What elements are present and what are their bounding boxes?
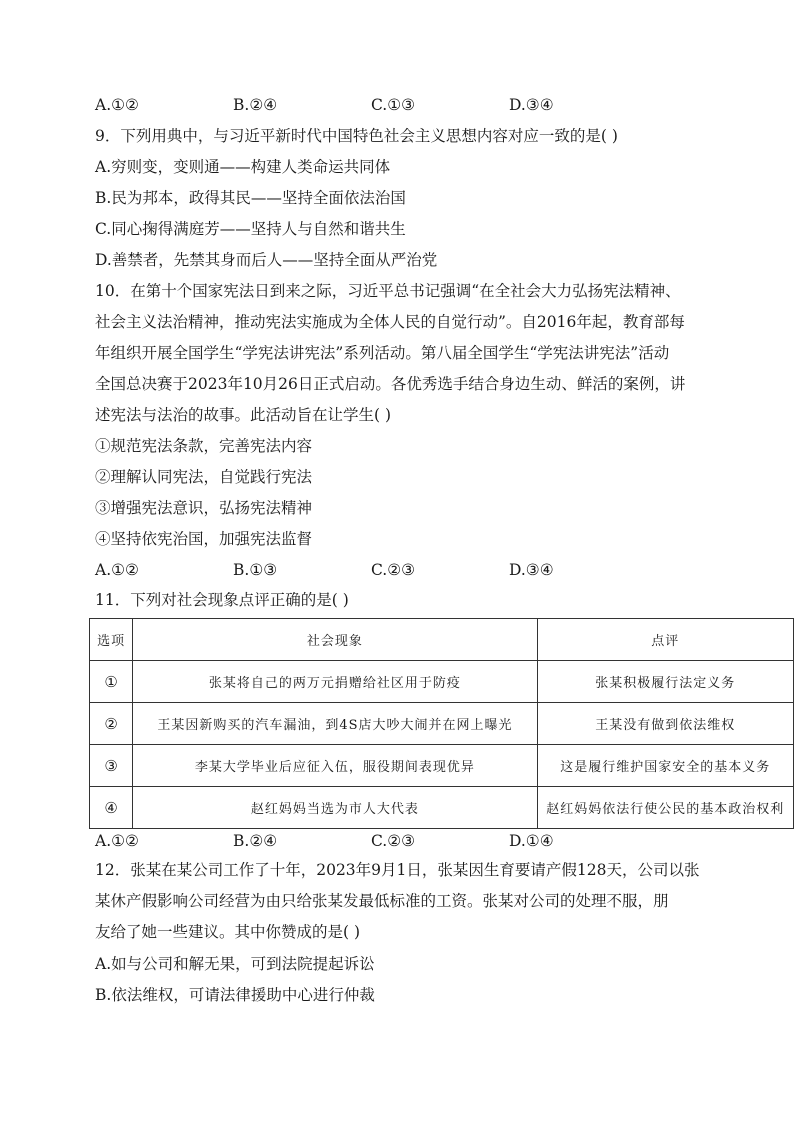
row-number: ①: [90, 661, 133, 703]
header-comment: 点评: [537, 619, 793, 661]
row-phenomenon: 李某大学毕业后应征入伍，服役期间表现优异: [133, 745, 537, 787]
q8-option-c[interactable]: C.①③: [371, 96, 416, 114]
q9-option-b[interactable]: B.民为邦本，政得其民——坚持全面依法治国: [95, 189, 406, 207]
row-comment: 王某没有做到依法维权: [537, 703, 793, 745]
q12-stem-line: 某休产假影响公司经营为由只给张某发最低标准的工资。张某对公司的处理不服，朋: [95, 892, 669, 910]
header-option: 选项: [90, 619, 133, 661]
q10-item-3: ③增强宪法意识，弘扬宪法精神: [95, 499, 313, 517]
table-row: [90, 787, 794, 829]
q10-option-a[interactable]: A.①②: [95, 561, 139, 579]
q11-option-d[interactable]: D.①④: [509, 832, 554, 850]
row-comment: 赵红妈妈依法行使公民的基本政治权利: [537, 787, 793, 829]
row-comment: 张某积极履行法定义务: [537, 661, 793, 703]
q10-stem-line: 社会主义法治精神，推动宪法实施成为全体人民的自觉行动”。自2016年起，教育部每: [95, 313, 685, 331]
q12-stem-line: 友给了她一些建议。其中你赞成的是( ): [95, 923, 361, 941]
q11-option-c[interactable]: C.②③: [371, 832, 416, 850]
row-comment: 这是履行维护国家安全的基本义务: [537, 745, 793, 787]
q10-stem-line: 年组织开展全国学生“学宪法讲宪法”系列活动。第八届全国学生“学宪法讲宪法”活动: [95, 344, 670, 362]
row-number: ②: [90, 703, 133, 745]
table-row: [90, 661, 794, 703]
q12-option-b[interactable]: B.依法维权，可请法律援助中心进行仲裁: [95, 986, 375, 1004]
row-phenomenon: 王某因新购买的汽车漏油，到4S店大吵大闹并在网上曝光: [133, 703, 537, 745]
q10-item-2: ②理解认同宪法，自觉践行宪法: [95, 468, 313, 486]
q10-item-4: ④坚持依宪治国，加强宪法监督: [95, 530, 313, 548]
row-number: ③: [90, 745, 133, 787]
q8-option-d[interactable]: D.③④: [509, 96, 554, 114]
q12-option-a[interactable]: A.如与公司和解无果，可到法院提起诉讼: [95, 955, 375, 973]
q8-option-b[interactable]: B.②④: [233, 96, 278, 114]
header-phenomenon: 社会现象: [133, 619, 537, 661]
q12-stem-line: 12．张某在某公司工作了十年，2023年9月1日，张某因生育要请产假128天，公司以张: [95, 861, 700, 879]
row-phenomenon: 张某将自己的两万元捐赠给社区用于防疫: [133, 661, 537, 703]
q10-stem-line: 全国总决赛于2023年10月26日正式启动。各优秀选手结合身边生动、鲜活的案例，讲: [95, 375, 686, 393]
q9-option-c[interactable]: C.同心掬得满庭芳——坚持人与自然和谐共生: [95, 220, 406, 238]
q9-stem: 9．下列用典中，与习近平新时代中国特色社会主义思想内容对应一致的是( ): [95, 127, 618, 145]
q11-stem: 11．下列对社会现象点评正确的是( ): [95, 591, 349, 609]
table-row: [90, 703, 794, 745]
q9-option-a[interactable]: A.穷则变，变则通——构建人类命运共同体: [95, 158, 391, 176]
q10-option-b[interactable]: B.①③: [233, 561, 278, 579]
q11-option-a[interactable]: A.①②: [95, 832, 139, 850]
q10-item-1: ①规范宪法条款，完善宪法内容: [95, 437, 313, 455]
q10-stem-line: 10．在第十个国家宪法日到来之际，习近平总书记强调“在全社会大力弘扬宪法精神、: [95, 282, 681, 300]
q10-option-d[interactable]: D.③④: [509, 561, 554, 579]
row-number: ④: [90, 787, 133, 829]
q10-stem-line: 述宪法与法治的故事。此活动旨在让学生( ): [95, 406, 392, 424]
q11-table: [89, 618, 794, 829]
table-header-row: [90, 619, 794, 661]
q11-option-b[interactable]: B.②④: [233, 832, 278, 850]
q9-option-d[interactable]: D.善禁者，先禁其身而后人——坚持全面从严治党: [95, 251, 438, 269]
q8-option-a[interactable]: A.①②: [95, 96, 139, 114]
row-phenomenon: 赵红妈妈当选为市人大代表: [133, 787, 537, 829]
table-row: [90, 745, 794, 787]
q10-option-c[interactable]: C.②③: [371, 561, 416, 579]
